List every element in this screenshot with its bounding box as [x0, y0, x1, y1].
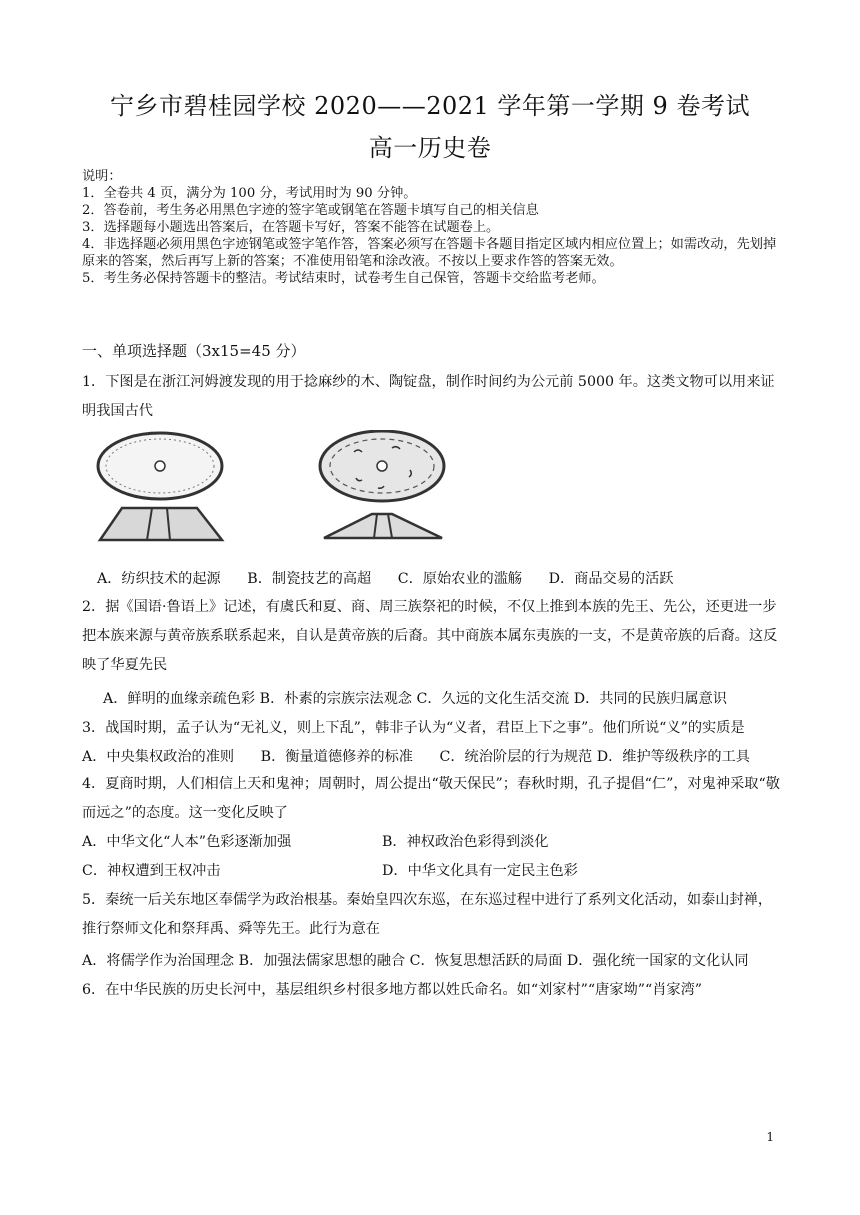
- question-1-stem: 1．下图是在浙江河姆渡发现的用于捻麻纱的木、陶锭盘，制作时间约为公元前 5000 年。这类文物可以用来证明我国古代: [82, 374, 775, 419]
- option-c[interactable]: C．恢复思想活跃的局面: [409, 953, 563, 969]
- option-d[interactable]: D．中华文化具有一定民主色彩: [382, 863, 578, 879]
- section-title: 一、单项选择题（3x15=45 分）: [82, 342, 306, 360]
- page-number: 1: [766, 1130, 774, 1144]
- instruction-item: 2．答卷前，考生务必用黑色字迹的签字笔或钢笔在答题卡填写自己的相关信息: [82, 203, 539, 218]
- option-d[interactable]: D．商品交易的活跃: [548, 571, 674, 587]
- option-c[interactable]: C．统治阶层的行为规范: [439, 749, 593, 765]
- option-a[interactable]: A．将儒学作为治国理念: [82, 953, 235, 969]
- option-b[interactable]: B．加强法儒家思想的融合: [238, 953, 406, 969]
- option-a[interactable]: A．鲜明的血缘亲疏色彩: [103, 691, 256, 707]
- option-b[interactable]: B．衡量道德修养的标准: [260, 749, 413, 765]
- question-2-stem: 2．据《国语·鲁语上》记述，有虞氏和夏、商、周三族祭祀的时候，不仅上推到本族的先王、先公，还更进一步把本族来源与黄帝族系联系起来，自认是黄帝族的后裔。其中商族本属东夷族的一支，不是黄帝族的后裔。这反映了华夏先民: [82, 599, 778, 673]
- question-3-options: [82, 746, 750, 766]
- option-d[interactable]: D．维护等级秩序的工具: [596, 749, 750, 765]
- question-3-stem: 3．战国时期，孟子认为“无礼义，则上下乱”，韩非子认为“义者，君臣上下之事”。他们所说“义”的实质是: [82, 720, 745, 736]
- option-d[interactable]: D．共同的民族归属意识: [573, 691, 727, 707]
- question-5-options: [82, 950, 749, 970]
- exam-title: 宁乡市碧桂园学校 2020——2021 学年第一学期 9 卷考试: [110, 92, 750, 120]
- option-b[interactable]: B．神权政治色彩得到淡化: [382, 834, 549, 850]
- pottery-whorl-side-view: [324, 514, 442, 538]
- question-1-options: [97, 568, 673, 588]
- question-5-stem: 5．秦统一后关东地区奉儒学为政治根基。秦始皇四次东巡，在东巡过程中进行了系列文化活动，如泰山封禅，推行祭师文化和祭拜禹、舜等先王。此行为意在: [82, 892, 773, 937]
- option-b[interactable]: B．制瓷技艺的高超: [247, 571, 372, 587]
- option-c[interactable]: C．原始农业的滥觞: [397, 571, 523, 587]
- instruction-item: 5．考生务必保持答题卡的整洁。考试结束时，试卷考生自己保管，答题卡交给监考老师。: [82, 271, 605, 286]
- instructions: [82, 168, 787, 287]
- question-4-options: [82, 828, 782, 886]
- wooden-whorl-side-view: [100, 508, 222, 540]
- instruction-item: 1．全卷共 4 页，满分为 100 分，考试用时为 90 分钟。: [82, 186, 417, 201]
- option-a[interactable]: A．纺织技术的起源: [97, 571, 221, 587]
- option-c[interactable]: C．久远的文化生活交流: [416, 691, 570, 707]
- exam-subtitle: 高一历史卷: [368, 134, 492, 162]
- option-a[interactable]: A．中央集权政治的准则: [82, 749, 235, 765]
- instruction-item: 3．选择题每小题选出答案后，在答题卡写好，答案不能答在试题卷上。: [82, 220, 500, 235]
- question-2-options: [103, 688, 727, 708]
- option-d[interactable]: D．强化统一国家的文化认同: [566, 953, 749, 969]
- option-c[interactable]: C．神权遭到王权冲击: [82, 863, 221, 879]
- instructions-heading: 说明：: [82, 169, 122, 184]
- instruction-item: 4．非选择题必须用黑色字迹钢笔或签字笔作答，答案必须写在答题卡各题目指定区域内相应位置上；如需改动，先划掉原来的答案，然后再写上新的答案；不准使用铅笔和涂改液。不按以上要求作答的答案无效。: [82, 237, 777, 269]
- question-4-stem: 4．夏商时期，人们相信上天和鬼神；周朝时，周公提出“敬天保民”；春秋时期，孔子提倡“仁”，对鬼神采取“敬而远之”的态度。这一变化反映了: [82, 776, 780, 821]
- question-6-stem: 6．在中华民族的历史长河中，基层组织乡村很多地方都以姓氏命名。如“刘家村”“唐家坳”“肖家湾”: [82, 982, 703, 998]
- option-b[interactable]: B．朴素的宗族宗法观念: [259, 691, 412, 707]
- spindle-whorl-figure: [92, 430, 472, 565]
- option-a[interactable]: A．中华文化“人本”色彩逐渐加强: [82, 834, 292, 850]
